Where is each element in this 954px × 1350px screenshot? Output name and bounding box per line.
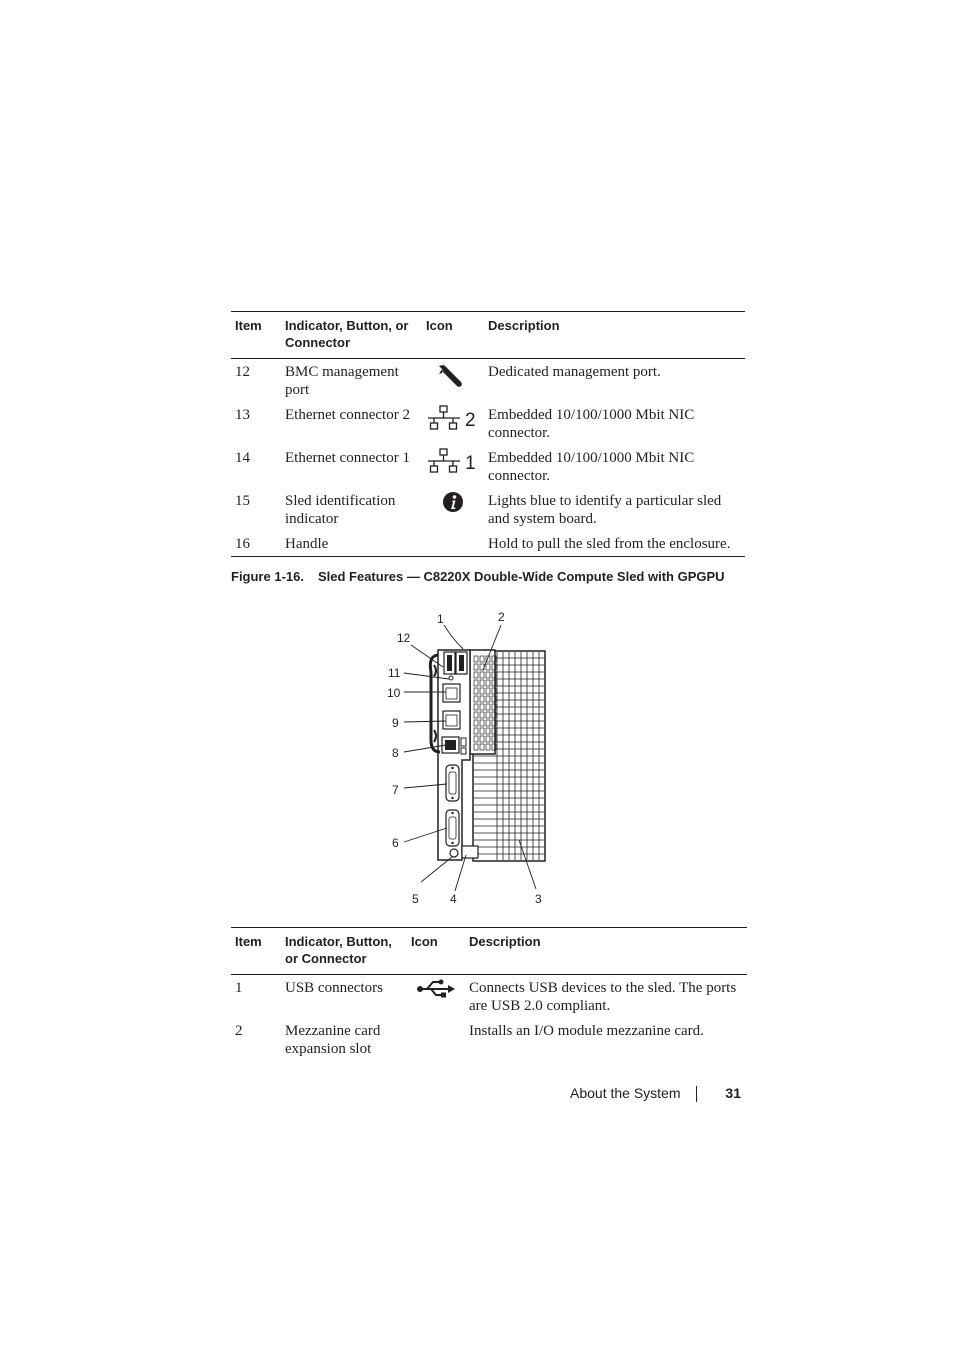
- callout-4: 4: [450, 892, 457, 906]
- figure-number: Figure 1-16.: [231, 569, 304, 584]
- row-name: USB connectors: [285, 980, 383, 996]
- serial-connector: [446, 765, 459, 801]
- network-icon-label: 2: [465, 410, 476, 431]
- row-description: Connects USB devices to the sled. The ports are USB 2.0 compliant.: [469, 980, 737, 1014]
- row-description: Dedicated management port.: [488, 364, 661, 380]
- row-name: Sled identification indicator: [285, 493, 396, 527]
- callout-9: 9: [392, 716, 399, 730]
- network-icon: [427, 447, 479, 475]
- callout-11: 11: [388, 666, 401, 680]
- row-name: Handle: [285, 536, 329, 552]
- table-row: [231, 445, 745, 488]
- row-item: 15: [235, 493, 250, 509]
- row-item: 2: [235, 1023, 243, 1039]
- network-icon: [427, 404, 479, 432]
- row-description: Hold to pull the sled from the enclosure.: [488, 536, 731, 552]
- features-table-top: [231, 311, 745, 557]
- row-icon: [407, 975, 465, 1019]
- footer-divider: [696, 1086, 697, 1102]
- table-row: [231, 975, 747, 1019]
- header-indicator: Indicator, Button, or Connector: [285, 934, 392, 966]
- table-header-row: [231, 312, 745, 359]
- wrench-icon: [438, 361, 468, 391]
- vga-connector: [446, 810, 459, 846]
- row-item: 13: [235, 407, 250, 423]
- row-name: Ethernet connector 2: [285, 407, 410, 423]
- header-item: Item: [235, 318, 262, 333]
- features-table-bottom: [231, 927, 747, 1061]
- header-description: Description: [469, 934, 541, 949]
- callout-8: 8: [392, 746, 399, 760]
- page-number: 31: [725, 1085, 741, 1101]
- table-row: [231, 359, 745, 403]
- table-row: [231, 488, 745, 531]
- sled-latch: [462, 846, 478, 858]
- table-row: [231, 531, 745, 557]
- header-item: Item: [235, 934, 262, 949]
- row-description: Lights blue to identify a particular sled and system board.: [488, 493, 722, 527]
- row-item: 1: [235, 980, 243, 996]
- usb-icon: [416, 977, 456, 1001]
- row-description: Installs an I/O module mezzanine card.: [469, 1023, 704, 1039]
- row-name: Ethernet connector 1: [285, 450, 410, 466]
- table-row: [231, 402, 745, 445]
- callout-12: 12: [397, 631, 411, 645]
- row-icon: [422, 359, 484, 403]
- row-icon: [407, 1018, 465, 1061]
- header-indicator: Indicator, Button, or Connector: [285, 318, 409, 350]
- info-icon: [441, 490, 465, 514]
- table-row: [231, 1018, 747, 1061]
- figure-title: Sled Features — C8220X Double-Wide Compute Sled with GPGPU: [317, 569, 725, 584]
- figure-caption: [231, 569, 751, 584]
- row-item: 12: [235, 364, 250, 380]
- callout-1: 1: [437, 612, 444, 626]
- header-icon: Icon: [411, 934, 438, 949]
- callout-2: 2: [498, 610, 505, 624]
- row-icon: [422, 531, 484, 557]
- table-header-row: [231, 928, 747, 975]
- callout-5: 5: [412, 892, 419, 906]
- header-description: Description: [488, 318, 560, 333]
- header-icon: Icon: [426, 318, 453, 333]
- row-item: 16: [235, 536, 250, 552]
- callout-7: 7: [392, 783, 399, 797]
- row-icon: [422, 488, 484, 531]
- row-description: Embedded 10/100/1000 Mbit NIC connector.: [488, 450, 695, 484]
- callout-3: 3: [535, 892, 542, 906]
- sled-figure: [0, 600, 954, 915]
- power-button: [450, 849, 458, 857]
- callout-6: 6: [392, 836, 399, 850]
- row-icon: [422, 402, 484, 445]
- footer-section: About the System: [570, 1085, 681, 1101]
- row-name: Mezzanine card expansion slot: [285, 1023, 381, 1057]
- row-description: Embedded 10/100/1000 Mbit NIC connector.: [488, 407, 695, 441]
- callout-10: 10: [387, 686, 401, 700]
- row-name: BMC management port: [285, 364, 399, 398]
- row-item: 14: [235, 450, 250, 466]
- row-icon: [422, 445, 484, 488]
- network-icon-label: 1: [465, 453, 476, 474]
